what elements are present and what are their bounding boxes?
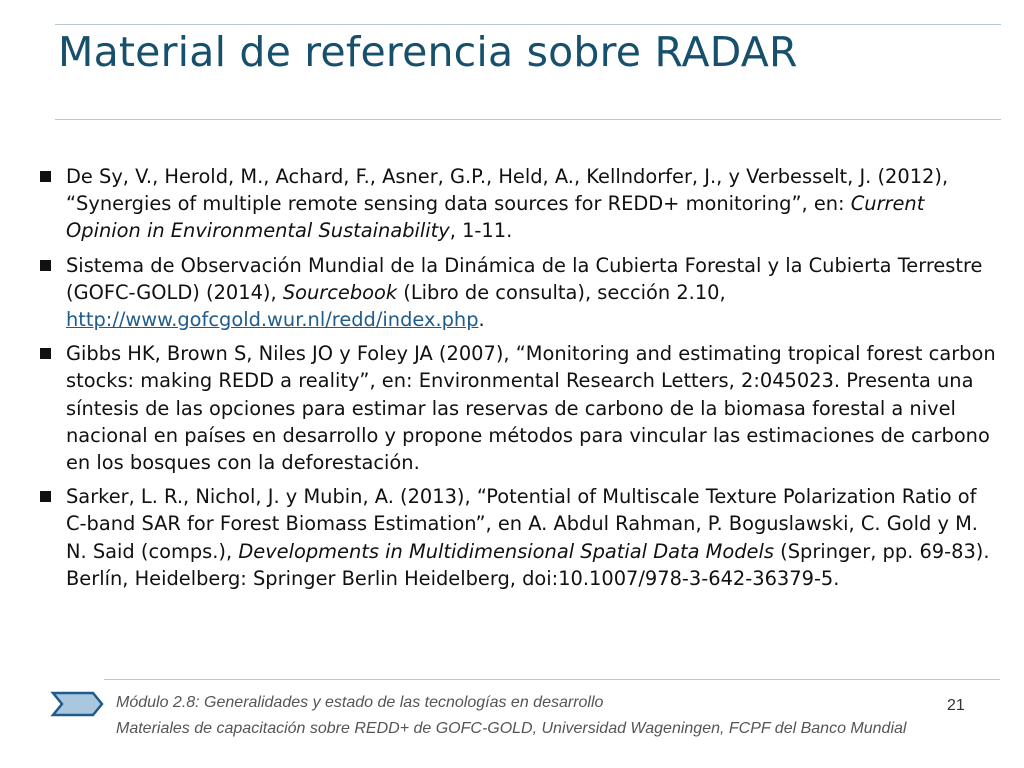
reference-authors: De Sy, V., Herold, M., Achard, F., Asner, G.P., Held, A., Kellndorfer, J., y Verbesselt, J. (2012), “Synergies of multiple remote sensing data sources for REDD+ monitoring”, en: [66,165,949,216]
reference-authors: Sistema de Observación Mundial de la Dinámica de la Cubierta Forestal y la Cubierta Terrestre (GOFC-GOLD) (2014), [66,253,983,304]
reference-book: Developments in Multidimensional Spatial Data Models [238,539,774,563]
reference-journal: Current Opinion in Environmental Sustainability [66,192,925,243]
reference-book: Sourcebook [282,280,398,304]
square-bullet-icon [40,491,51,502]
reference-authors: Sarker, L. R., Nichol, J. y Mubin, A. (2013), “Potential of Multiscale Texture Polarization Ratio of C-band SAR for Forest Biomass Estimation”, en A. Abdul Rahman, P. Boguslawski, C. Gold y M. N. Said (comps.), [66,485,978,563]
title-underline-rule [55,119,1001,120]
square-bullet-icon [40,348,51,359]
reference-item-gofc-gold [40,252,1000,334]
reference-mid: (Libro de consulta), sección 2.10, [397,280,726,304]
slide-title: Material de referencia sobre RADAR [58,28,798,76]
footer-credits: Materiales de capacitación sobre REDD+ de GOFC-GOLD, Universidad Wageningen, FCPF del Banco Mundial [116,720,907,737]
reference-tail: (Springer, pp. 69-83). Berlín, Heidelberg: Springer Berlin Heidelberg, doi:10.1007/978-3-642-36379-5. [66,539,990,590]
reference-item-de-sy [40,163,1000,245]
square-bullet-icon [40,260,51,271]
chevron-arrow-icon [50,690,106,718]
footer-module-title: Módulo 2.8: Generalidades y estado de las tecnologías en desarrollo [116,694,604,711]
sourcebook-link[interactable]: http://www.gofcgold.wur.nl/redd/index.php [66,308,479,332]
square-bullet-icon [40,171,51,182]
reference-item-gibbs [40,340,1000,476]
footer-rule [104,679,1000,680]
reference-text: Gibbs HK, Brown S, Niles JO y Foley JA (2007), “Monitoring and estimating tropical forest carbon stocks: making REDD a reality”, en: Environmental Research Letters, 2:045023. Presenta una síntesis de las opciones para estimar las reservas de carbono de la biomasa forestal a nivel nacional en países en desarrollo y propone métodos para vincular las estimaciones de carbono en los bosques con la deforestación. [66,342,996,475]
reference-list [40,163,1000,599]
reference-tail: , 1-11. [449,219,513,243]
reference-item-sarker [40,483,1000,592]
top-rule [55,24,1001,25]
page-number: 21 [947,697,965,714]
reference-tail: . [478,308,485,332]
